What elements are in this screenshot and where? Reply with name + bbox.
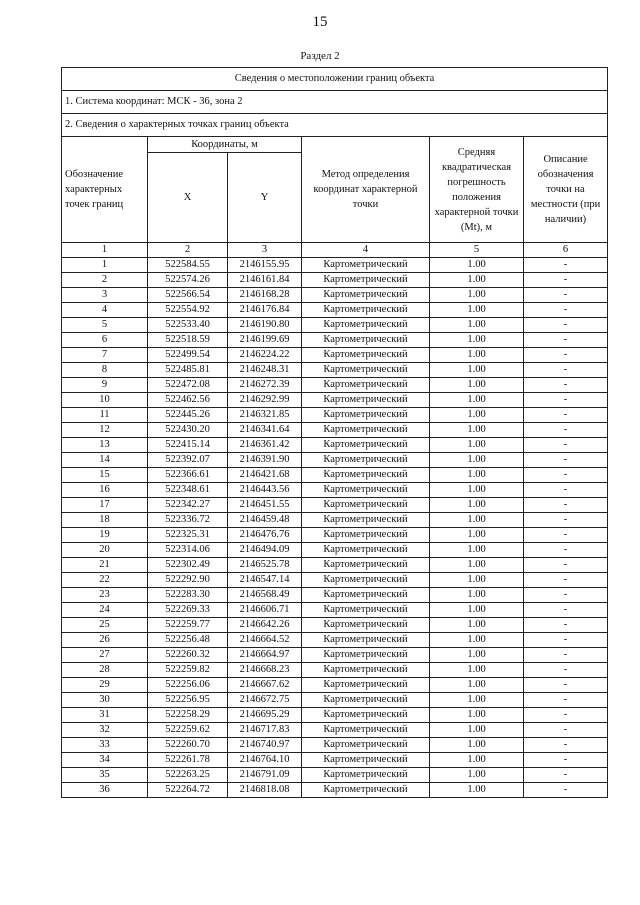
point-number-cell: 5 (62, 318, 148, 333)
point-number-cell: 14 (62, 453, 148, 468)
point-number-cell: 8 (62, 363, 148, 378)
table-row (62, 708, 608, 723)
error-cell: 1.00 (430, 393, 524, 408)
error-cell: 1.00 (430, 363, 524, 378)
y-coordinate-cell: 2146248.31 (228, 363, 302, 378)
y-coordinate-cell: 2146321.85 (228, 408, 302, 423)
table-row (62, 753, 608, 768)
point-number-cell: 7 (62, 348, 148, 363)
point-number-cell: 19 (62, 528, 148, 543)
method-cell: Картометрический (302, 288, 430, 303)
y-coordinate-cell: 2146459.48 (228, 513, 302, 528)
x-coordinate-cell: 522445.26 (148, 408, 228, 423)
y-coordinate-cell: 2146391.90 (228, 453, 302, 468)
error-cell: 1.00 (430, 723, 524, 738)
section-title: Раздел 2 (300, 50, 340, 62)
point-number-cell: 29 (62, 678, 148, 693)
x-coordinate-cell: 522260.32 (148, 648, 228, 663)
point-number-cell: 35 (62, 768, 148, 783)
description-cell: - (524, 393, 608, 408)
error-cell: 1.00 (430, 753, 524, 768)
point-number-cell: 2 (62, 273, 148, 288)
y-coordinate-cell: 2146476.76 (228, 528, 302, 543)
method-cell: Картометрический (302, 678, 430, 693)
method-cell: Картометрический (302, 573, 430, 588)
description-cell: - (524, 603, 608, 618)
table-header (62, 68, 608, 258)
error-cell: 1.00 (430, 258, 524, 273)
table-row (62, 453, 608, 468)
y-coordinate-cell: 2146606.71 (228, 603, 302, 618)
point-number-cell: 26 (62, 633, 148, 648)
error-cell: 1.00 (430, 288, 524, 303)
point-number-cell: 32 (62, 723, 148, 738)
table-row (62, 408, 608, 423)
x-coordinate-cell: 522348.61 (148, 483, 228, 498)
y-coordinate-cell: 2146494.09 (228, 543, 302, 558)
error-cell: 1.00 (430, 588, 524, 603)
y-coordinate-cell: 2146668.23 (228, 663, 302, 678)
description-cell: - (524, 633, 608, 648)
error-cell: 1.00 (430, 543, 524, 558)
error-cell: 1.00 (430, 423, 524, 438)
description-cell: - (524, 453, 608, 468)
x-coordinate-cell: 522264.72 (148, 783, 228, 798)
description-cell: - (524, 528, 608, 543)
y-coordinate-cell: 2146176.84 (228, 303, 302, 318)
description-cell: - (524, 513, 608, 528)
y-coordinate-cell: 2146717.83 (228, 723, 302, 738)
error-cell: 1.00 (430, 453, 524, 468)
y-coordinate-cell: 2146791.09 (228, 768, 302, 783)
x-coordinate-cell: 522415.14 (148, 438, 228, 453)
point-number-cell: 18 (62, 513, 148, 528)
table-row (62, 438, 608, 453)
description-cell: - (524, 273, 608, 288)
method-cell: Картометрический (302, 483, 430, 498)
description-cell: - (524, 768, 608, 783)
description-cell: - (524, 783, 608, 798)
x-coordinate-cell: 522269.33 (148, 603, 228, 618)
x-coordinate-cell: 522292.90 (148, 573, 228, 588)
header-y: Y (228, 153, 302, 243)
description-cell: - (524, 573, 608, 588)
x-coordinate-cell: 522336.72 (148, 513, 228, 528)
method-cell: Картометрический (302, 783, 430, 798)
table-row (62, 603, 608, 618)
method-cell: Картометрический (302, 393, 430, 408)
point-number-cell: 30 (62, 693, 148, 708)
x-coordinate-cell: 522554.92 (148, 303, 228, 318)
description-cell: - (524, 438, 608, 453)
point-number-cell: 12 (62, 423, 148, 438)
column-number: 6 (524, 243, 608, 258)
method-cell: Картометрический (302, 723, 430, 738)
error-cell: 1.00 (430, 663, 524, 678)
error-cell: 1.00 (430, 678, 524, 693)
column-numbers-row (62, 243, 608, 258)
table-row (62, 663, 608, 678)
description-cell: - (524, 333, 608, 348)
y-coordinate-cell: 2146161.84 (228, 273, 302, 288)
table-row (62, 783, 608, 798)
x-coordinate-cell: 522366.61 (148, 468, 228, 483)
x-coordinate-cell: 522260.70 (148, 738, 228, 753)
error-cell: 1.00 (430, 333, 524, 348)
header-coordinates: Координаты, м (148, 137, 302, 153)
table-row (62, 648, 608, 663)
method-cell: Картометрический (302, 753, 430, 768)
method-cell: Картометрический (302, 348, 430, 363)
table-row (62, 723, 608, 738)
point-number-cell: 21 (62, 558, 148, 573)
method-cell: Картометрический (302, 663, 430, 678)
method-cell: Картометрический (302, 468, 430, 483)
y-coordinate-cell: 2146341.64 (228, 423, 302, 438)
column-number: 2 (148, 243, 228, 258)
point-number-cell: 24 (62, 603, 148, 618)
y-coordinate-cell: 2146568.49 (228, 588, 302, 603)
x-coordinate-cell: 522256.48 (148, 633, 228, 648)
description-cell: - (524, 543, 608, 558)
description-cell: - (524, 588, 608, 603)
point-number-cell: 27 (62, 648, 148, 663)
error-cell: 1.00 (430, 708, 524, 723)
boundary-points-table (61, 67, 608, 798)
point-number-cell: 10 (62, 393, 148, 408)
point-number-cell: 1 (62, 258, 148, 273)
method-cell: Картометрический (302, 318, 430, 333)
table-row (62, 558, 608, 573)
point-number-cell: 4 (62, 303, 148, 318)
error-cell: 1.00 (430, 738, 524, 753)
x-coordinate-cell: 522325.31 (148, 528, 228, 543)
description-cell: - (524, 693, 608, 708)
table-row (62, 693, 608, 708)
error-cell: 1.00 (430, 558, 524, 573)
table-row (62, 288, 608, 303)
table-row (62, 423, 608, 438)
error-cell: 1.00 (430, 303, 524, 318)
method-cell: Картометрический (302, 258, 430, 273)
x-coordinate-cell: 522533.40 (148, 318, 228, 333)
point-number-cell: 25 (62, 618, 148, 633)
error-cell: 1.00 (430, 483, 524, 498)
error-cell: 1.00 (430, 603, 524, 618)
y-coordinate-cell: 2146361.42 (228, 438, 302, 453)
y-coordinate-cell: 2146667.62 (228, 678, 302, 693)
description-cell: - (524, 723, 608, 738)
error-cell: 1.00 (430, 528, 524, 543)
x-coordinate-cell: 522302.49 (148, 558, 228, 573)
y-coordinate-cell: 2146695.29 (228, 708, 302, 723)
error-cell: 1.00 (430, 438, 524, 453)
table-row (62, 318, 608, 333)
point-number-cell: 6 (62, 333, 148, 348)
point-number-cell: 11 (62, 408, 148, 423)
method-cell: Картометрический (302, 363, 430, 378)
y-coordinate-cell: 2146168.28 (228, 288, 302, 303)
table-row (62, 588, 608, 603)
error-cell: 1.00 (430, 378, 524, 393)
table-row (62, 303, 608, 318)
description-cell: - (524, 498, 608, 513)
description-cell: - (524, 348, 608, 363)
table-row (62, 273, 608, 288)
method-cell: Картометрический (302, 333, 430, 348)
point-number-cell: 20 (62, 543, 148, 558)
method-cell: Картометрический (302, 648, 430, 663)
x-coordinate-cell: 522499.54 (148, 348, 228, 363)
column-number: 4 (302, 243, 430, 258)
method-cell: Картометрический (302, 378, 430, 393)
point-number-cell: 33 (62, 738, 148, 753)
x-coordinate-cell: 522256.06 (148, 678, 228, 693)
x-coordinate-cell: 522566.54 (148, 288, 228, 303)
description-cell: - (524, 678, 608, 693)
point-number-cell: 36 (62, 783, 148, 798)
table-row (62, 363, 608, 378)
header-error: Средняя квадратическая погрешность положения характерной точки (Mt), м (430, 137, 524, 243)
method-cell: Картометрический (302, 603, 430, 618)
method-cell: Картометрический (302, 618, 430, 633)
error-cell: 1.00 (430, 783, 524, 798)
table-title: Сведения о местоположении границ объекта (62, 68, 608, 91)
x-coordinate-cell: 522485.81 (148, 363, 228, 378)
column-number: 5 (430, 243, 524, 258)
points-info-line: 2. Сведения о характерных точках границ объекта (62, 114, 608, 137)
point-number-cell: 17 (62, 498, 148, 513)
x-coordinate-cell: 522314.06 (148, 543, 228, 558)
y-coordinate-cell: 2146525.78 (228, 558, 302, 573)
x-coordinate-cell: 522574.26 (148, 273, 228, 288)
error-cell: 1.00 (430, 408, 524, 423)
point-number-cell: 3 (62, 288, 148, 303)
method-cell: Картометрический (302, 633, 430, 648)
x-coordinate-cell: 522584.55 (148, 258, 228, 273)
description-cell: - (524, 303, 608, 318)
table-row (62, 528, 608, 543)
x-coordinate-cell: 522259.77 (148, 618, 228, 633)
x-coordinate-cell: 522258.29 (148, 708, 228, 723)
description-cell: - (524, 378, 608, 393)
header-description: Описание обозначения точки на местности (при наличии) (524, 137, 608, 243)
description-cell: - (524, 258, 608, 273)
method-cell: Картометрический (302, 453, 430, 468)
column-number: 3 (228, 243, 302, 258)
error-cell: 1.00 (430, 648, 524, 663)
header-x: X (148, 153, 228, 243)
table-row (62, 678, 608, 693)
point-number-cell: 13 (62, 438, 148, 453)
y-coordinate-cell: 2146292.99 (228, 393, 302, 408)
description-cell: - (524, 423, 608, 438)
description-cell: - (524, 468, 608, 483)
description-cell: - (524, 483, 608, 498)
point-number-cell: 22 (62, 573, 148, 588)
x-coordinate-cell: 522462.56 (148, 393, 228, 408)
y-coordinate-cell: 2146443.56 (228, 483, 302, 498)
description-cell: - (524, 408, 608, 423)
y-coordinate-cell: 2146272.39 (228, 378, 302, 393)
method-cell: Картометрический (302, 588, 430, 603)
y-coordinate-cell: 2146547.14 (228, 573, 302, 588)
error-cell: 1.00 (430, 693, 524, 708)
table-row (62, 633, 608, 648)
x-coordinate-cell: 522259.62 (148, 723, 228, 738)
method-cell: Картометрический (302, 513, 430, 528)
description-cell: - (524, 363, 608, 378)
error-cell: 1.00 (430, 318, 524, 333)
table-row (62, 618, 608, 633)
page-number: 15 (312, 14, 328, 30)
description-cell: - (524, 753, 608, 768)
table-row (62, 573, 608, 588)
y-coordinate-cell: 2146190.80 (228, 318, 302, 333)
table-row (62, 348, 608, 363)
x-coordinate-cell: 522472.08 (148, 378, 228, 393)
error-cell: 1.00 (430, 498, 524, 513)
column-number: 1 (62, 243, 148, 258)
coordinate-system-line: 1. Система координат: МСК - 36, зона 2 (62, 91, 608, 114)
table-row (62, 393, 608, 408)
method-cell: Картометрический (302, 273, 430, 288)
method-cell: Картометрический (302, 738, 430, 753)
method-cell: Картометрический (302, 768, 430, 783)
error-cell: 1.00 (430, 633, 524, 648)
y-coordinate-cell: 2146224.22 (228, 348, 302, 363)
y-coordinate-cell: 2146740.97 (228, 738, 302, 753)
description-cell: - (524, 618, 608, 633)
description-cell: - (524, 648, 608, 663)
y-coordinate-cell: 2146664.52 (228, 633, 302, 648)
error-cell: 1.00 (430, 348, 524, 363)
error-cell: 1.00 (430, 618, 524, 633)
table-row (62, 543, 608, 558)
y-coordinate-cell: 2146664.97 (228, 648, 302, 663)
description-cell: - (524, 318, 608, 333)
description-cell: - (524, 288, 608, 303)
table-row (62, 738, 608, 753)
description-cell: - (524, 558, 608, 573)
x-coordinate-cell: 522256.95 (148, 693, 228, 708)
method-cell: Картометрический (302, 528, 430, 543)
method-cell: Картометрический (302, 408, 430, 423)
y-coordinate-cell: 2146642.26 (228, 618, 302, 633)
point-number-cell: 15 (62, 468, 148, 483)
method-cell: Картометрический (302, 303, 430, 318)
y-coordinate-cell: 2146421.68 (228, 468, 302, 483)
table-row (62, 258, 608, 273)
method-cell: Картометрический (302, 423, 430, 438)
method-cell: Картометрический (302, 498, 430, 513)
point-number-cell: 9 (62, 378, 148, 393)
x-coordinate-cell: 522263.25 (148, 768, 228, 783)
method-cell: Картометрический (302, 543, 430, 558)
x-coordinate-cell: 522342.27 (148, 498, 228, 513)
header-designation: Обозначение характерных точек границ (62, 137, 148, 243)
error-cell: 1.00 (430, 468, 524, 483)
table-row (62, 468, 608, 483)
table-body (62, 258, 608, 798)
header-method: Метод определения координат характерной точки (302, 137, 430, 243)
y-coordinate-cell: 2146764.10 (228, 753, 302, 768)
x-coordinate-cell: 522259.82 (148, 663, 228, 678)
point-number-cell: 28 (62, 663, 148, 678)
error-cell: 1.00 (430, 768, 524, 783)
y-coordinate-cell: 2146155.95 (228, 258, 302, 273)
description-cell: - (524, 738, 608, 753)
method-cell: Картометрический (302, 558, 430, 573)
point-number-cell: 16 (62, 483, 148, 498)
table-row (62, 513, 608, 528)
description-cell: - (524, 663, 608, 678)
table-row (62, 768, 608, 783)
y-coordinate-cell: 2146451.55 (228, 498, 302, 513)
method-cell: Картометрический (302, 438, 430, 453)
x-coordinate-cell: 522261.78 (148, 753, 228, 768)
y-coordinate-cell: 2146672.75 (228, 693, 302, 708)
description-cell: - (524, 708, 608, 723)
table-row (62, 498, 608, 513)
x-coordinate-cell: 522392.07 (148, 453, 228, 468)
x-coordinate-cell: 522518.59 (148, 333, 228, 348)
method-cell: Картометрический (302, 708, 430, 723)
error-cell: 1.00 (430, 513, 524, 528)
y-coordinate-cell: 2146818.08 (228, 783, 302, 798)
x-coordinate-cell: 522283.30 (148, 588, 228, 603)
table-row (62, 378, 608, 393)
method-cell: Картометрический (302, 693, 430, 708)
x-coordinate-cell: 522430.20 (148, 423, 228, 438)
point-number-cell: 31 (62, 708, 148, 723)
y-coordinate-cell: 2146199.69 (228, 333, 302, 348)
error-cell: 1.00 (430, 573, 524, 588)
point-number-cell: 23 (62, 588, 148, 603)
table-row (62, 333, 608, 348)
point-number-cell: 34 (62, 753, 148, 768)
error-cell: 1.00 (430, 273, 524, 288)
table-row (62, 483, 608, 498)
